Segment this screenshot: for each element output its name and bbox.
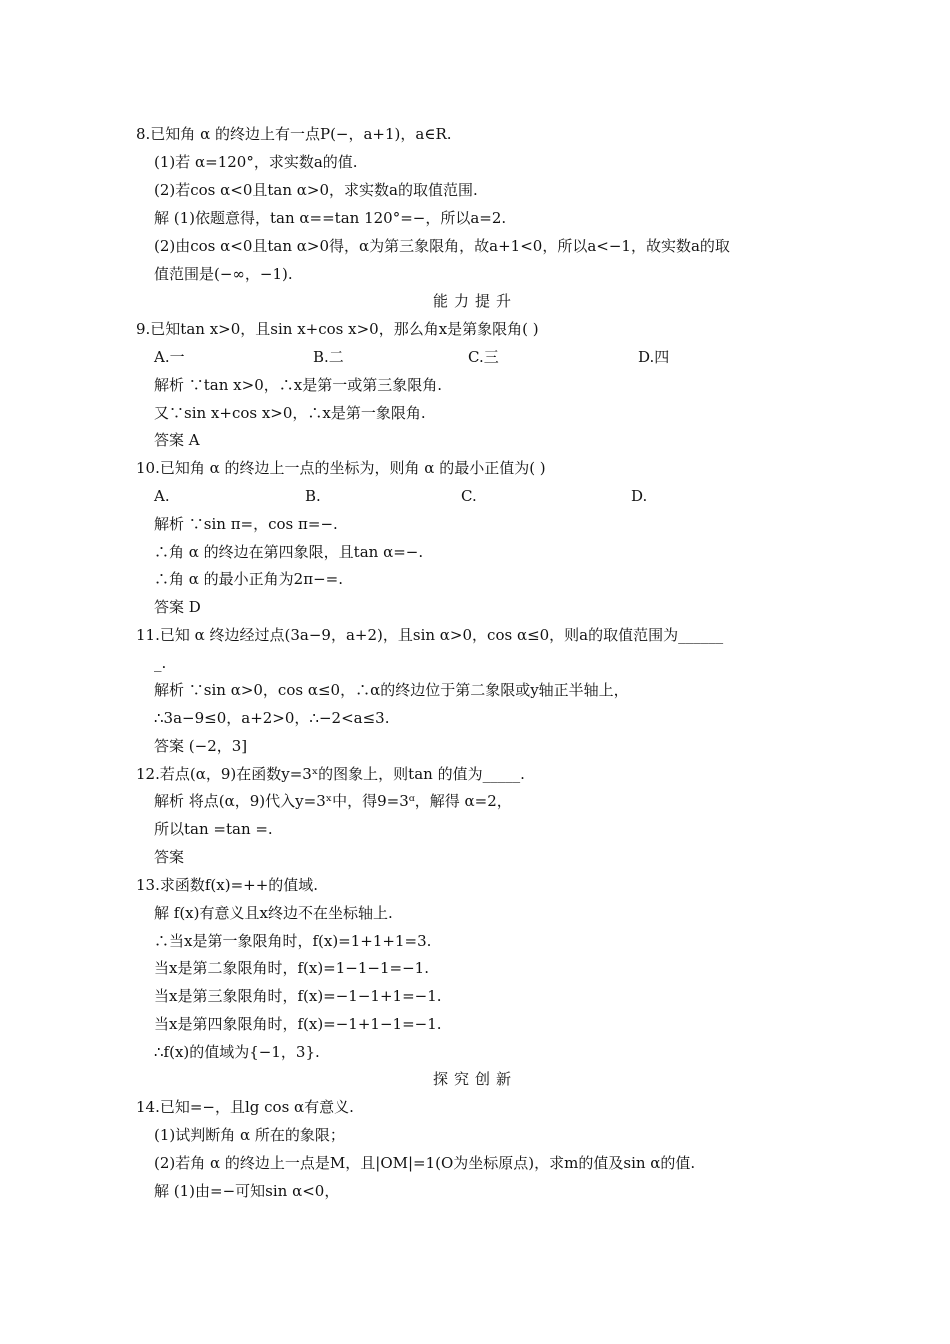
question-12-answer: 答案	[154, 848, 185, 866]
question-12-analysis-1: 解析 将点(α，9)代入y=3ˣ中，得9=3ᵅ，解得 α=2，	[154, 792, 512, 810]
question-11-answer: 答案 (−2，3]	[154, 737, 248, 755]
question-14-part-1: (1)试判断角 α 所在的象限；	[154, 1126, 345, 1144]
question-13-solution-6: ∴f(x)的值域为{−1，3}.	[154, 1043, 320, 1061]
question-14-stem: 14.已知=−，且lg cos α有意义.	[136, 1098, 354, 1116]
question-10-answer: 答案 D	[154, 598, 201, 616]
question-13-solution-5: 当x是第四象限角时，f(x)=−1+1−1=−1.	[154, 1015, 442, 1033]
question-9-option-b: B.二	[313, 348, 344, 366]
question-9-analysis-1: 解析 ∵tan x>0，∴x是第一或第三象限角.	[154, 376, 442, 394]
question-10-option-d: D.	[631, 487, 648, 505]
question-14-part-2: (2)若角 α 的终边上一点是M，且|OM|=1(O为坐标原点)，求m的值及sin α的值.	[154, 1154, 696, 1172]
question-13-solution-4: 当x是第三象限角时，f(x)=−1−1+1=−1.	[154, 987, 442, 1005]
question-9-stem: 9.已知tan x>0，且sin x+cos x>0，那么角x是第象限角( )	[136, 320, 539, 338]
question-10-option-c: C.	[461, 487, 477, 505]
question-8-solution-2: (2)由cos α<0且tan α>0得，α为第三象限角，故a+1<0，所以a<−1，故实数a的取	[154, 237, 730, 255]
section-heading-ability: 能力提升	[432, 292, 517, 310]
question-14-solution-1: 解 (1)由=−可知sin α<0，	[154, 1182, 340, 1200]
question-10-option-b: B.	[305, 487, 321, 505]
question-13-solution-2: ∴当x是第一象限角时，f(x)=1+1+1=3.	[154, 932, 432, 950]
question-10-stem: 10.已知角 α 的终边上一点的坐标为，则角 α 的最小正值为( )	[136, 459, 546, 477]
question-10-analysis-3: ∴角 α 的最小正角为2π−=.	[154, 570, 343, 588]
question-11-stem-cont: _.	[154, 654, 167, 672]
section-heading-explore: 探究创新	[432, 1070, 517, 1088]
question-8-solution-1: 解 (1)依题意得，tan α==tan 120°=−，所以a=2.	[154, 209, 507, 227]
question-9-option-d: D.四	[638, 348, 670, 366]
question-8-solution-3: 值范围是(−∞，−1).	[154, 265, 293, 283]
question-10-analysis-1: 解析 ∵sin π=，cos π=−.	[154, 515, 338, 533]
question-8-stem: 8.已知角 α 的终边上有一点P(−，a+1)，a∈R.	[136, 125, 452, 143]
question-9-option-a: A.一	[154, 348, 185, 366]
question-10-analysis-2: ∴角 α 的终边在第四象限，且tan α=−.	[154, 543, 424, 561]
question-13-stem: 13.求函数f(x)=++的值域.	[136, 876, 319, 894]
question-8-part-1: (1)若 α=120°，求实数a的值.	[154, 153, 358, 171]
question-11-analysis-1: 解析 ∵sin α>0，cos α≤0，∴α的终边位于第二象限或y轴正半轴上，	[154, 681, 629, 699]
question-11-stem: 11.已知 α 终边经过点(3a−9，a+2)，且sin α>0，cos α≤0，则a的取值范围为______	[136, 626, 724, 644]
question-9-answer: 答案 A	[154, 431, 200, 449]
question-9-analysis-2: 又∵sin x+cos x>0，∴x是第一象限角.	[154, 404, 426, 422]
question-11-analysis-2: ∴3a−9≤0，a+2>0，∴−2<a≤3.	[154, 709, 390, 727]
question-12-stem: 12.若点(α，9)在函数y=3ˣ的图象上，则tan 的值为_____.	[136, 765, 525, 783]
question-12-analysis-2: 所以tan =tan =.	[154, 820, 273, 838]
question-13-solution-3: 当x是第二象限角时，f(x)=1−1−1=−1.	[154, 959, 429, 977]
question-9-option-c: C.三	[468, 348, 499, 366]
question-13-solution-1: 解 f(x)有意义且x终边不在坐标轴上.	[154, 904, 393, 922]
question-10-option-a: A.	[154, 487, 170, 505]
question-8-part-2: (2)若cos α<0且tan α>0，求实数a的取值范围.	[154, 181, 478, 199]
